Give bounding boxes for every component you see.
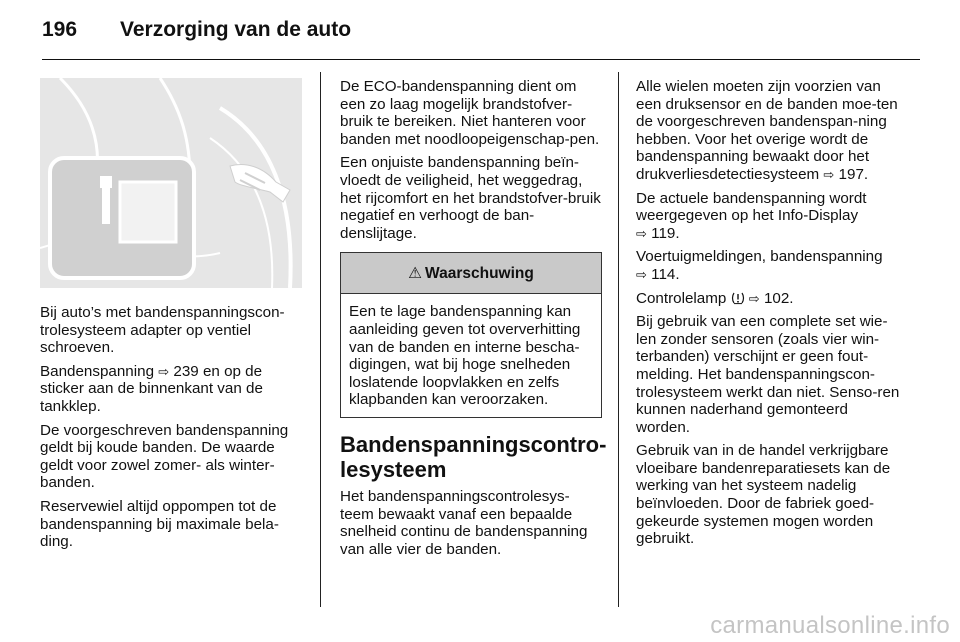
tire-pressure-warning-lamp-icon bbox=[731, 291, 745, 305]
paragraph: Het bandenspanningscontrolesys-teem bewaakt vanaf een bepaalde snelheid continu de bandenspanning van alle vier de banden. bbox=[340, 487, 588, 558]
paragraph: Bij auto’s met bandenspanningscon-trolesysteem adapter op ventiel schroeven. bbox=[40, 304, 285, 357]
paragraph: De actuele bandenspanning wordt weergegeven op het Info-Display ⇨ 119. bbox=[636, 189, 867, 242]
page-number: 196 bbox=[42, 18, 78, 41]
paragraph: Gebruik van in de handel verkrijgbare vloeibare bandenreparatiesets kan de werking van het systeem nadelig beïnvloeden. Door de fabriek goed-gekeurde systemen mogen worden gebruikt. bbox=[636, 442, 891, 548]
warning-triangle-icon: ⚠ bbox=[408, 264, 423, 282]
page-reference-arrow-icon: ⇨ bbox=[636, 266, 647, 282]
paragraph: Voertuigmeldingen, bandenspanning ⇨ 114. bbox=[636, 248, 883, 283]
warning-box bbox=[340, 252, 602, 418]
tire-valve-adapter-illustration bbox=[40, 78, 302, 288]
warning-heading: ⚠ Waarschuwing bbox=[341, 253, 601, 294]
column-divider bbox=[618, 72, 619, 607]
page-reference-arrow-icon: ⇨ bbox=[158, 363, 170, 379]
paragraph-pressure-ref: Bandenspanning ⇨ 239 en op de sticker aan de binnenkant van de tankklep. bbox=[40, 362, 263, 415]
header-rule bbox=[42, 59, 920, 60]
column-left bbox=[40, 78, 302, 557]
column-right bbox=[636, 78, 902, 554]
paragraph: Een onjuiste bandenspanning beïn-vloedt de veiligheid, het weggedrag, het rijcomfort en het brandstofver-bruik negatief en verhoogt de ban-denslijtage. bbox=[340, 154, 601, 242]
page-reference-arrow-icon: ⇨ bbox=[748, 290, 760, 306]
page-header bbox=[42, 18, 920, 48]
watermark: carmanualsonline.info bbox=[710, 612, 950, 639]
section-heading: Bandenspanningscontro-lesysteem bbox=[340, 431, 607, 482]
paragraph: Bij gebruik van een complete set wie-len zonder sensoren (zoals vier win-terbanden) verschijnt er geen fout-melding. Het bandenspanningscon-trolesysteem werkt dan niet. Senso-ren kunnen naderhand gemonteerd worden. bbox=[636, 313, 900, 436]
column-middle bbox=[340, 78, 607, 564]
paragraph: Controlelamp ⇨ 102. bbox=[636, 289, 794, 307]
paragraph: Reservewiel altijd oppompen tot de bandenspanning bij maximale bela-ding. bbox=[40, 497, 279, 551]
page-title: Verzorging van de auto bbox=[120, 18, 352, 41]
page-reference-arrow-icon: ⇨ bbox=[636, 225, 647, 241]
page-reference-arrow-icon: ⇨ bbox=[823, 166, 835, 182]
paragraph: De ECO-bandenspanning dient om een zo laag mogelijk brandstofver-bruik te bereiken. Niet hanteren voor banden met noodloopeigenschap-pen. bbox=[340, 78, 600, 148]
warning-text: Een te lage bandenspanning kan aanleiding geven tot oververhitting van de banden en interne bescha-digingen, wat bij hoge snelheden loslatende loopvlakken en zelfs klapbanden kan veroorzaken. bbox=[349, 303, 581, 409]
paragraph: Alle wielen moeten zijn voorzien van een druksensor en de banden moe-ten de voorgeschreven bandenspan-ning hebben. Voor het overige wordt de bandenspanning bewaakt door het drukverliesdetectiesysteem ⇨ 197. bbox=[636, 78, 898, 183]
paragraph: De voorgeschreven bandenspanning geldt bij koude banden. De waarde geldt voor zowel zomer- als winter-banden. bbox=[40, 421, 289, 492]
column-divider bbox=[320, 72, 321, 607]
